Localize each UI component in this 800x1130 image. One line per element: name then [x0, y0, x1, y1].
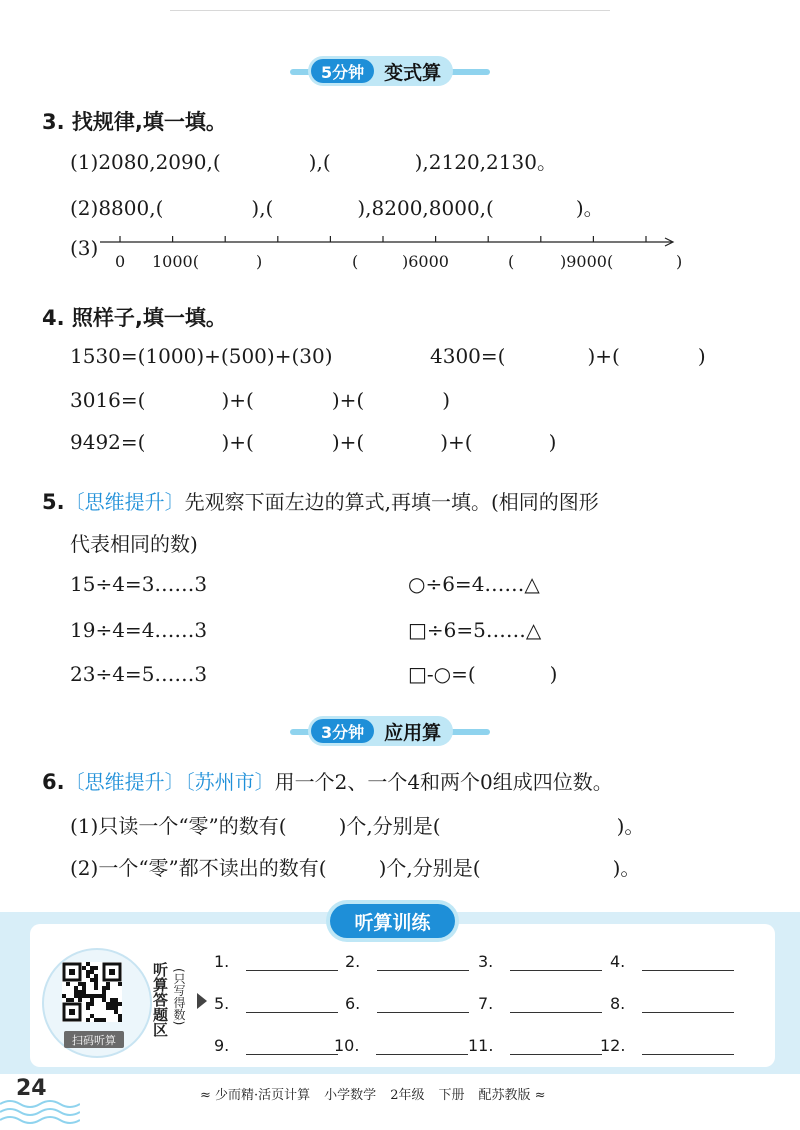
- answer-line[interactable]: [642, 952, 734, 971]
- answer-slot-11[interactable]: [468, 1036, 602, 1055]
- answer-slot-7[interactable]: [478, 994, 602, 1013]
- q6-tag-1: 〔思维提升〕: [64, 770, 185, 794]
- q5-text-2: 代表相同的数): [70, 532, 198, 556]
- answer-slot-4[interactable]: [610, 952, 734, 971]
- q4-l3-part2: )+(: [221, 430, 254, 454]
- q6-line-2: [70, 852, 640, 881]
- section-banner-application: [0, 712, 800, 752]
- answer-num: 12.: [600, 1036, 626, 1055]
- q6-text: 用一个2、一个4和两个0组成四位数。: [274, 770, 613, 794]
- answer-num: 11.: [468, 1036, 494, 1055]
- qr-code-icon[interactable]: [62, 962, 122, 1022]
- answer-num: 1.: [214, 952, 230, 971]
- q5-right-2: □÷6=5……△: [408, 618, 542, 642]
- q3-line-2: [70, 192, 604, 221]
- section-banner-variant: [0, 52, 800, 92]
- nl-label-9000: )9000(: [560, 252, 614, 271]
- wave-decoration-icon: [0, 1098, 80, 1128]
- q6-l2-part2: )个,分别是(: [378, 856, 481, 880]
- answer-num: 3.: [478, 952, 494, 971]
- answer-line[interactable]: [376, 1036, 468, 1055]
- q3-l1-part1: (1)2080,2090,(: [70, 150, 221, 174]
- arrow-right-icon: [197, 993, 207, 1009]
- q4-l3-part1: 9492=(: [70, 430, 146, 454]
- q4-l1b-part3: ): [697, 344, 706, 368]
- footer-edition: 配苏教版 ≈: [478, 1088, 546, 1103]
- question-4-title: 4. 照样子,填一填。: [42, 306, 227, 330]
- q4-l3-part3: )+(: [331, 430, 365, 454]
- q4-l1b-part1: 4300=(: [430, 344, 506, 368]
- q5-right-1: ○÷6=4……△: [408, 572, 540, 596]
- number-line: [100, 232, 680, 252]
- answer-line[interactable]: [377, 952, 469, 971]
- q4-l1b-part2: )+(: [587, 344, 620, 368]
- q3-l2-part4: )。: [575, 196, 604, 220]
- q6-number: 6.: [42, 770, 65, 794]
- answer-line[interactable]: [510, 994, 602, 1013]
- nl-label-0: 0: [115, 252, 126, 271]
- answer-area-note: (只写得数): [172, 968, 186, 1026]
- scan-label: 扫码听算: [64, 1031, 124, 1048]
- q3-l1-part2: ),(: [308, 150, 331, 174]
- banner-pill: [308, 56, 453, 86]
- answer-slot-8[interactable]: [610, 994, 734, 1013]
- answer-line[interactable]: [246, 1036, 338, 1055]
- nl-label-close-4: ): [676, 252, 683, 271]
- answer-slot-12[interactable]: [600, 1036, 734, 1055]
- footer-book: ≈ 少而精·活页计算: [200, 1088, 311, 1103]
- banner-label: 应用算: [384, 721, 442, 744]
- q6-tag-2: 〔苏州市〕: [184, 770, 275, 794]
- q4-l2-part2: )+(: [221, 388, 254, 412]
- q3-l1-part3: ),2120,2130。: [414, 150, 557, 174]
- q5-tag: 〔思维提升〕: [64, 490, 185, 514]
- q5-number: 5.: [42, 490, 65, 514]
- question-3-title: 3. 找规律,填一填。: [42, 110, 227, 134]
- answer-num: 5.: [214, 994, 230, 1013]
- q3-line-1: [70, 146, 557, 175]
- nl-label-6000: )6000: [402, 252, 449, 271]
- q3-l2-part2: ),(: [251, 196, 274, 220]
- q4-l3-part4: )+(: [440, 430, 473, 454]
- q3-l2-part3: ),8200,8000,(: [357, 196, 494, 220]
- number-line-ticks: [120, 236, 646, 242]
- answer-line[interactable]: [642, 1036, 734, 1055]
- answer-num: 10.: [334, 1036, 360, 1055]
- nl-label-open-3: (: [508, 252, 515, 271]
- q3-l2-part1: (2)8800,(: [70, 196, 164, 220]
- q4-l2-part3: )+(: [331, 388, 365, 412]
- banner-time: 5分钟: [311, 59, 374, 83]
- footer-grade: 2年级: [390, 1088, 425, 1103]
- answer-slot-6[interactable]: [345, 994, 469, 1013]
- q6-l2-part3: )。: [612, 856, 641, 880]
- q5-left-2: 19÷4=4……3: [70, 618, 208, 642]
- q5-left-3: 23÷4=5……3: [70, 662, 208, 686]
- answer-slot-1[interactable]: [214, 952, 338, 971]
- listening-title: 听算训练: [330, 904, 455, 938]
- footer-subject: 小学数学: [324, 1088, 377, 1103]
- q5-right-3-close: ): [549, 662, 558, 686]
- answer-num: 7.: [478, 994, 494, 1013]
- answer-line[interactable]: [246, 952, 338, 971]
- q4-l3-part5: ): [548, 430, 557, 454]
- answer-line[interactable]: [246, 994, 338, 1013]
- answer-num: 2.: [345, 952, 361, 971]
- page-number: 24: [16, 1076, 47, 1101]
- nl-label-open-2: (: [352, 252, 359, 271]
- q6-l1-part2: )个,分别是(: [338, 814, 441, 838]
- q4-line-2: [70, 388, 450, 412]
- answer-line[interactable]: [510, 1036, 602, 1055]
- answer-slot-3[interactable]: [478, 952, 602, 971]
- nl-label-1000: 1000(: [152, 252, 199, 271]
- q5-text-1: 先观察下面左边的算式,再填一填。(相同的图形: [184, 490, 599, 514]
- banner-pill: [308, 716, 453, 746]
- q6-line-1: [70, 810, 644, 839]
- q4-line-1b: [430, 344, 706, 368]
- answer-line[interactable]: [377, 994, 469, 1013]
- footer-info: [200, 1084, 560, 1103]
- answer-slot-10[interactable]: [334, 1036, 468, 1055]
- q4-l2-part4: ): [442, 388, 451, 412]
- banner-label: 变式算: [384, 61, 442, 84]
- top-rule: [170, 10, 610, 11]
- q5-right-3: [408, 662, 557, 686]
- answer-slot-9[interactable]: [214, 1036, 338, 1055]
- q5-left-1: 15÷4=3……3: [70, 572, 208, 596]
- q6-l1-part1: (1)只读一个“零”的数有(: [70, 814, 287, 838]
- answer-num: 4.: [610, 952, 626, 971]
- answer-slot-2[interactable]: [345, 952, 469, 971]
- answer-num: 6.: [345, 994, 361, 1013]
- footer-volume: 下册: [438, 1088, 465, 1103]
- q6-l1-part3: )。: [616, 814, 645, 838]
- q5-text-line-1: [42, 486, 599, 515]
- q6-text-line: [42, 766, 613, 795]
- answer-area-label: 听算答题区: [151, 962, 169, 1037]
- number-line-labels: [0, 252, 800, 276]
- banner-time: 3分钟: [311, 719, 374, 743]
- answer-slot-5[interactable]: [214, 994, 338, 1013]
- q4-l2-part1: 3016=(: [70, 388, 146, 412]
- answer-num: 8.: [610, 994, 626, 1013]
- q3-l3-prefix: (3): [70, 236, 99, 260]
- q5-right-3-text: □-○=(: [408, 662, 476, 686]
- answer-line[interactable]: [510, 952, 602, 971]
- answer-line[interactable]: [642, 994, 734, 1013]
- answer-num: 9.: [214, 1036, 230, 1055]
- q6-l2-part1: (2)一个“零”都不读出的数有(: [70, 856, 327, 880]
- q4-example: 1530=(1000)+(500)+(30): [70, 344, 333, 368]
- q4-line-3: [70, 430, 556, 454]
- nl-label-close-1: ): [256, 252, 263, 271]
